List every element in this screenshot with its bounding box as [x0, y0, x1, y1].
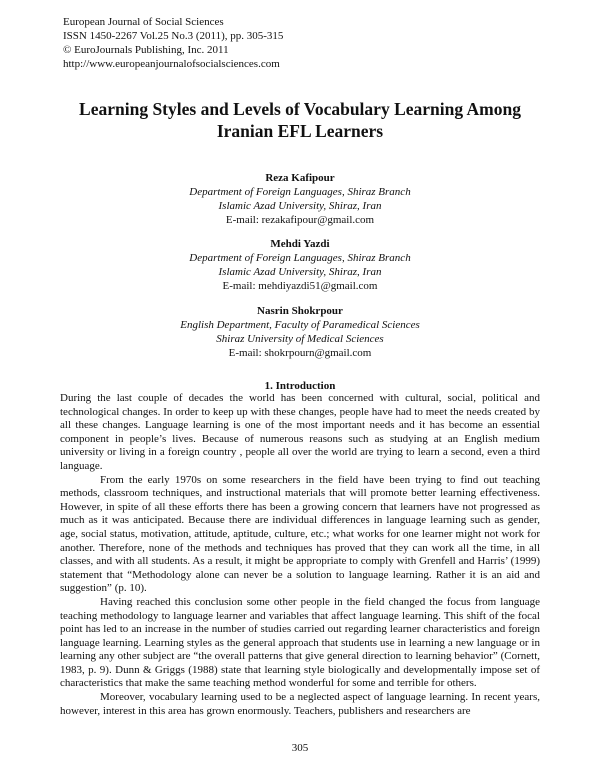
journal-url[interactable]: http://www.europeanjournalofsocialsciences.com — [63, 58, 280, 70]
copyright-line: © EuroJournals Publishing, Inc. 2011 — [63, 44, 229, 56]
paragraph: During the last couple of decades the world has been concerned with cultural, social, political and technological changes. In order to keep up with these changes, people have had to meet the needs created by all these changes. Language learning is one of the most important needs and it has become an essential component in people’s lives. Because of numerous reasons such as studying at an English medium university or living in a foreign country , people all over the world are trying to learn a second, even a third language. — [60, 392, 540, 472]
issn-line: ISSN 1450-2267 Vol.25 No.3 (2011), pp. 305-315 — [63, 30, 284, 42]
author-name: Reza Kafipour — [265, 172, 335, 184]
paragraph: Having reached this conclusion some other people in the field changed the focus from language teaching methodology to language learner and variables that affect language learning. This shift of the focal point has led to an increase in the number of studies carried out regarding learner characteristics and foreign language learning. Learning styles as the general approach that students use in learning a new language or in learning any other subject are “the overall patterns that give general direction to learning behavior” (Cornett, 1983, p. 9). Dunn & Griggs (1988) state that learning style biologically and developmentally impose set of characteristics that make the same teaching method wonderful for some and terrible for others. — [60, 595, 540, 690]
title-line-1: Learning Styles and Levels of Vocabulary Learning Among — [79, 99, 521, 119]
author-affiliation: English Department, Faculty of Paramedical Sciences — [180, 319, 420, 331]
author-email: E-mail: rezakafipour@gmail.com — [225, 214, 375, 226]
author-institution: Shiraz University of Medical Sciences — [216, 333, 384, 345]
journal-header — [63, 15, 283, 71]
paragraph: From the early 1970s on some researchers in the field have been trying to find out teaching methods, classroom techniques, and instructional materials that will promote better learning effectiveness. However, in spite of all these efforts there has been a growing concern that learners have not progressed as much as it was anticipated. Because there are individual differences in language learning such as gender, age, social status, motivation, attitude, aptitude, culture, etc.; what works for one learner might not work for another. Therefore, none of the methods and techniques has proved that they can work all the time, in all classes, and with all students. As a result, it might be appropriate to comply with Grenfell and Harris’ (1999) statement that “Methodology alone can never be a solution to language learning. Rather it is an aid and suggestion” (p. 10). — [60, 473, 540, 595]
author-institution: Islamic Azad University, Shiraz, Iran — [218, 200, 382, 212]
body-text — [60, 392, 540, 718]
author-block — [100, 304, 500, 360]
journal-name: European Journal of Social Sciences — [63, 16, 224, 28]
author-email: E-mail: shokrpourn@gmail.com — [228, 347, 372, 359]
author-block — [100, 171, 500, 227]
author-block — [100, 237, 500, 293]
paragraph: Moreover, vocabulary learning used to be a neglected aspect of language learning. In recent years, however, interest in this area has grown enormously. Teachers, publishers and researchers are — [60, 691, 540, 717]
author-email: E-mail: mehdiyazdi51@gmail.com — [222, 280, 378, 292]
paper-title — [70, 98, 530, 142]
author-affiliation: Department of Foreign Languages, Shiraz Branch — [189, 186, 411, 198]
author-institution: Islamic Azad University, Shiraz, Iran — [218, 266, 382, 278]
page-number: 305 — [291, 742, 309, 754]
section-heading: 1. Introduction — [264, 380, 336, 392]
author-name: Mehdi Yazdi — [270, 238, 330, 250]
title-line-2: Iranian EFL Learners — [216, 121, 384, 141]
author-name: Nasrin Shokrpour — [257, 305, 343, 317]
author-affiliation: Department of Foreign Languages, Shiraz Branch — [189, 252, 411, 264]
